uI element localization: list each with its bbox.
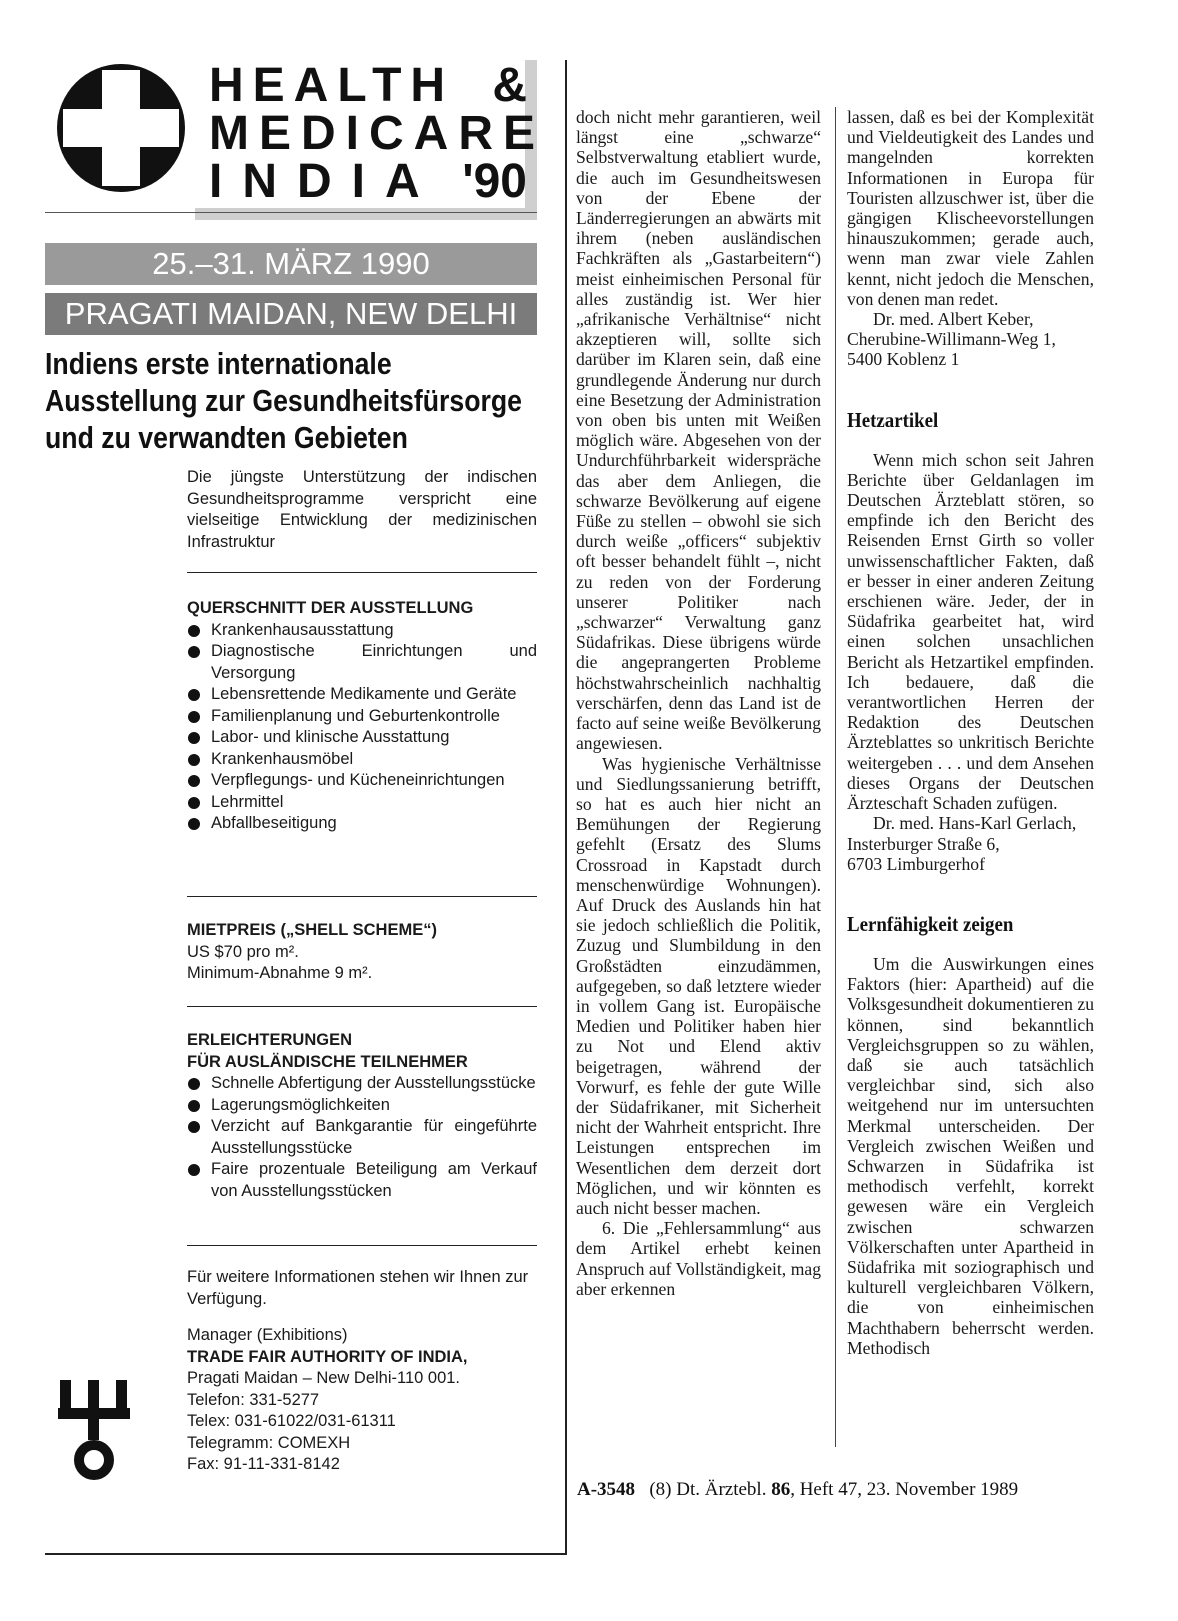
author-city: 5400 Koblenz 1 — [847, 349, 960, 370]
list-item: Krankenhausmöbel — [187, 749, 537, 771]
author-name: Dr. med. Hans-Karl Gerlach, — [873, 813, 1077, 834]
divider — [187, 1245, 537, 1246]
title-line-health: HEALTH — [209, 59, 455, 112]
erleichterungen-title-1: ERLEICHTERUNGEN — [187, 1031, 353, 1049]
contact-fax: Fax: 91-11-331-8142 — [187, 1455, 340, 1473]
journal-volume: 86 — [771, 1479, 791, 1500]
list-item: Lagerungsmöglichkeiten — [187, 1095, 537, 1117]
contact-telex: Telex: 031-61022/031-61311 — [187, 1412, 396, 1430]
headline-line-1: Indiens erste internationale — [45, 346, 392, 381]
title-ampersand: & — [492, 59, 527, 112]
list-item: Faire prozentuale Beteiligung am Verkauf von Ausstellungsstücken — [187, 1159, 537, 1202]
mietpreis-minimum: Minimum-Abnahme 9 m². — [187, 964, 373, 982]
list-item: Diagnostische Einrichtungen und Versorgung — [187, 641, 537, 684]
headline-line-2: Ausstellung zur Gesundheitsfürsorge — [45, 383, 522, 418]
trade-fair-authority-logo — [58, 1380, 130, 1480]
contact-org: TRADE FAIR AUTHORITY OF INDIA, — [187, 1347, 468, 1366]
journal-issue: , Heft 47, 23. November 1989 — [790, 1479, 1019, 1500]
list-item: Lehrmittel — [187, 792, 537, 814]
section-mietpreis — [187, 920, 537, 985]
title-underline — [45, 212, 537, 213]
contact-telefon: Telefon: 331-5277 — [187, 1390, 320, 1409]
list-item: Abfallbeseitigung — [187, 813, 537, 835]
list-item: Verpflegungs- und Kücheneinrichtungen — [187, 770, 537, 792]
erleichterungen-title-2: FÜR AUSLÄNDISCHE TEILNEHMER — [187, 1052, 468, 1071]
erleichterungen-list — [187, 1073, 537, 1202]
info-text: Für weitere Informationen stehen wir Ihnen zur Verfügung. — [187, 1268, 529, 1308]
querschnitt-list — [187, 620, 537, 835]
headline-line-3: und zu verwandten Gebieten — [45, 420, 408, 455]
ad-intro: Die jüngste Unterstützung der indischen Gesundheitsprogramme verspricht eine vielseitige Entwicklung der medizinischen Infrastruktur — [187, 468, 537, 551]
page-number: A-3548 — [577, 1479, 636, 1500]
section-querschnitt — [187, 598, 537, 835]
article-column-2 — [576, 107, 821, 1299]
venue-band: PRAGATI MAIDAN, NEW DELHI — [45, 293, 537, 335]
divider — [187, 1006, 537, 1007]
subheading: Lernfähigkeit zeigen — [847, 911, 1014, 936]
section-erleichterungen — [187, 1030, 537, 1202]
paragraph: 6. Die „Fehlersammlung“ aus dem Artikel erhebt keinen Anspruch auf Vollständigkeit, mag aber erkennen — [576, 1218, 821, 1299]
contact-telegramm: Telegramm: COMEXH — [187, 1433, 351, 1452]
author-name: Dr. med. Albert Keber, — [873, 309, 1034, 330]
mietpreis-title: MIETPREIS („SHELL SCHEME“) — [187, 921, 437, 939]
paragraph: Um die Auswirkungen eines Faktors (hier: Apartheid) auf die Volksgesundheit dokumentieren zu können, sind bekanntlich Vergleichsgruppen so zu wählen, daß sie auch tatsächlich vergleichbar sind, sich also weitgehend nur im untersuchten Merkmal unterscheiden. Der Vergleich zwischen Weißen und Schwarzen in Südafrika ist methodisch verfehlt, korrekt gewesen wäre ein Vergleich zwischen schwarzen Völkerschaften unter Apartheid in Südafrika mit soziographisch und kulturell vergleichbaren Völkern, die von einheimischen Machthabern beherrscht werden. Methodisch — [847, 953, 1094, 1358]
author-address: Cherubine-Willimann-Weg 1, — [847, 329, 1056, 350]
article-column-3 — [847, 107, 1094, 1358]
paragraph: Was hygienische Verhältnisse und Siedlungssanierung betrifft, so hat es auch hier nicht an Bemühungen der Regierung gefehlt (Ersatz des Slums Crossroad in Kapstadt durch menschenwürdige Wohnungen). Auf Druck des Auslands hin hat sie jedoch schließlich die Politik, Zuzug und Slumbildung in den Großstädten einzudämmen, aufgegeben, so daß letztere wieder in vollem Gang ist. Europäische Medien und Politiker haben hier zu Not und Elend aktiv beigetragen, während der Vorwurf, es fehle der gute Wille der Südafrikaner, mit Sicherheit nicht der Wahrheit entspricht. Ihre Leistungen entsprechen im Wesentlichen dem derzeit dort Möglichen, und wir könnten es auch nicht besser machen. — [576, 753, 821, 1218]
date-band: 25.–31. MÄRZ 1990 — [45, 243, 537, 285]
journal-name: (8) Dt. Ärztebl. — [649, 1479, 767, 1500]
column-divider — [835, 107, 836, 1447]
title-line-medicare: MEDICARE — [209, 107, 546, 160]
querschnitt-title: QUERSCHNITT DER AUSSTELLUNG — [187, 599, 474, 617]
title-line-india: INDIA — [209, 155, 440, 208]
list-item: Krankenhausausstattung — [187, 620, 537, 642]
divider — [187, 896, 537, 897]
author-city: 6703 Limburgerhof — [847, 853, 985, 874]
list-item: Labor- und klinische Ausstattung — [187, 727, 537, 749]
ad-headline — [45, 345, 522, 456]
title-year: '90 — [462, 155, 527, 208]
contact-address: Pragati Maidan – New Delhi-110 001. — [187, 1369, 461, 1387]
paragraph: Wenn mich schon seit Jahren Berichte über Geldanlagen im Deutschen Ärzteblatt stören, so empfinde ich den Bericht des Reisenden Ernst Girth so voller unwissenschaftlicher Fakten, daß er besser in einer anderen Zeitung erschienen wäre. Jeder, der in Südafrika gearbeitet hat, wird einen solchen unsachlichen Bericht als Hetzartikel empfinden. Ich bedauere, daß die verantwortlichen Herren der Redaktion des Deutschen Ärzteblattes so unkritisch Berichte weitergeben . . . und dem Ansehen dieses Organs der Deutschen Ärzteschaft Schaden zufügen. — [847, 449, 1094, 814]
list-item: Lebensrettende Medikamente und Geräte — [187, 684, 537, 706]
list-item: Familienplanung und Geburtenkontrolle — [187, 706, 537, 728]
contact-role: Manager (Exhibitions) — [187, 1326, 348, 1344]
divider — [187, 572, 537, 573]
list-item: Verzicht auf Bankgarantie für eingeführte Ausstellungsstücke — [187, 1116, 537, 1159]
subheading: Hetzartikel — [847, 407, 939, 432]
contact-block — [187, 1325, 537, 1476]
medical-cross-logo — [55, 62, 187, 194]
paragraph: doch nicht mehr garantieren, weil längst eine „schwarze“ Selbstverwaltung etabliert wurde, die auch im Gesundheitswesen von der Ebene der Länderregierungen an abwärts mit ihrem (neben ausländischen Fachkräften als „Gastarbeitern“) meist einheimischen Personal für alles zuständig ist. Wer hier „afrikanische Verhältnise“ nicht akzeptieren will, sollte sich darüber im Klaren sein, daß eine grundlegende Änderung nur durch eine Besetzung der Administration von oben bis unten mit Weißen möglich wäre. Abgesehen von der Undurchführbarkeit widerspräche das aber dem Anliegen, die schwarze Bevölkerung auf eigene Füße zu stellen – obwohl sie sich durch weiße „officers“ subjektiv oft besser behandelt fühlt –, nicht zu reden von der Forderung unserer Politiker nach „schwarzer“ Verwaltung ganz Südafrikas. Diese übrigens würde die angeprangerten Probleme höchstwahrscheinlich nachhaltig verschärfen, denn das Land ist de facto auf seine weiße Bevölkerung angewiesen. — [576, 107, 821, 754]
author-address: Insterburger Straße 6, — [847, 833, 1000, 854]
page-footer — [577, 1479, 1097, 1501]
mietpreis-price: US $70 pro m². — [187, 942, 299, 961]
ad-frame-right — [565, 60, 567, 1555]
ad-frame-bottom — [45, 1553, 567, 1555]
list-item: Schnelle Abfertigung der Ausstellungsstücke — [187, 1073, 537, 1095]
event-title-box — [195, 59, 546, 220]
paragraph: lassen, daß es bei der Komplexität und Vieldeutigkeit des Landes und mangelnden korrekten Informationen in Europa für Touristen allzuschwer ist, über die gängigen Klischeevorstellungen hinauszukommen; gerade auch, wenn man zwar viele Zahlen kennt, nicht jedoch die Menschen, von denen man redet. — [847, 107, 1094, 309]
